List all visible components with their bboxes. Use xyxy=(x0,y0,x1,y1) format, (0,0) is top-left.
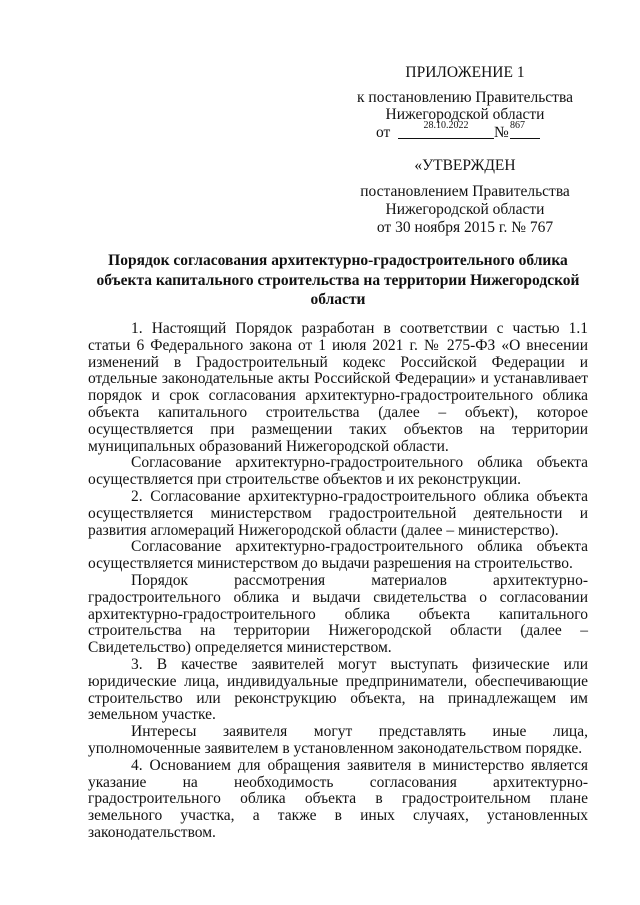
paragraph: Интересы заявителя могут представлять иные лица, уполномоченные заявителем в установленном законодательством порядке. xyxy=(88,723,588,757)
date-field xyxy=(398,118,494,139)
paragraph: Согласование архитектурно-градостроительного облика объекта осуществляется министерством до выдачи разрешения на строительство. xyxy=(88,538,588,573)
paragraph: 3. В качестве заявителей могут выступать физические или юридические лица, индивидуальные предприниматели, обеспечивающие строительство или реконструкцию объекта, на принадлежащем им земельном участке. xyxy=(88,655,588,724)
number-field xyxy=(510,118,540,139)
from-label: от xyxy=(376,124,391,141)
document-body xyxy=(88,321,588,842)
paragraph: 1. Настоящий Порядок разработан в соответствии с частью 1.1 статьи 6 Федерального закона от 1 июля 2021 г. № 275-ФЗ «О внесении изменений в Градостроительный кодекс Российской Федерации и отдельные законодательные акты Российской Федерации» и устанавливает порядок и срок согласования архитектурно-градостроительного облика объекта капитального строительства (далее – объект), которое осуществляется при размещении таких объектов на территории муниципальных образований Нижегородской области. xyxy=(88,320,588,455)
approval-line-2: Нижегородской области xyxy=(385,201,545,218)
paragraph: 4. Основанием для обращения заявителя в министерство является указание на необходимость согласования архитектурно-градостроительного облика объекта в градостроительном плане земельного участка, а также в иных случаях, установленных законодательством. xyxy=(88,756,588,841)
resolution-line-1: к постановлению Правительства xyxy=(357,89,573,106)
resolution-date-number xyxy=(340,118,590,140)
paragraph: Порядок рассмотрения материалов архитектурно-градостроительного облика и выдачи свидетельства о согласовании архитектурно-градостроительного облика объекта капитального строительства на территории Нижегородской области (далее – Свидетельство) определяется министерством. xyxy=(88,571,588,657)
paragraph: Согласование архитектурно-градостроительного облика объекта осуществляется при строительстве объектов и их реконструкции. xyxy=(88,454,588,489)
approval-line-1: постановлением Правительства xyxy=(360,183,570,200)
document-title: Порядок согласования архитектурно-градостроительного облика объекта капитального строительства на территории Нижегородской области xyxy=(96,252,580,308)
resolution-line-2: Нижегородской области xyxy=(385,106,545,123)
resolution-number: 867 xyxy=(510,120,525,131)
approved-label: «УТВЕРЖДЕН xyxy=(414,157,516,174)
resolution-date: 28.10.2022 xyxy=(423,120,469,131)
number-sign: № xyxy=(494,124,509,141)
approval-line-3: от 30 ноября 2015 г. № 767 xyxy=(376,219,554,236)
appendix-title: ПРИЛОЖЕНИЕ 1 xyxy=(405,64,525,81)
paragraph: 2. Согласование архитектурно-градостроительного облика объекта осуществляется министерством градостроительной деятельности и развития агломераций Нижегородской области (далее – министерство). xyxy=(88,487,588,539)
